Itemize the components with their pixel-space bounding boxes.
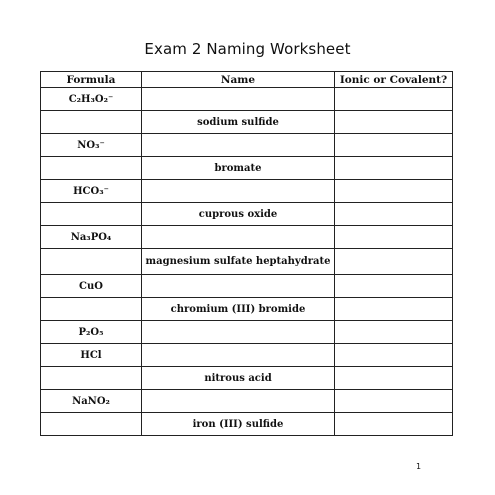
type-cell[interactable] — [335, 88, 453, 111]
name-cell[interactable] — [142, 344, 335, 367]
formula-cell[interactable] — [41, 298, 142, 321]
type-cell[interactable] — [335, 390, 453, 413]
type-cell[interactable] — [335, 344, 453, 367]
formula-cell[interactable]: P₂O₅ — [41, 321, 142, 344]
formula-cell[interactable]: C₂H₃O₂⁻ — [41, 88, 142, 111]
table-row — [41, 249, 453, 275]
formula-cell[interactable] — [41, 367, 142, 390]
name-cell[interactable]: magnesium sulfate heptahydrate — [142, 249, 335, 275]
naming-table — [40, 71, 453, 436]
table-row — [41, 321, 453, 344]
header-ionic-or-covalent: Ionic or Covalent? — [335, 72, 453, 88]
table-row — [41, 367, 453, 390]
table-row — [41, 298, 453, 321]
type-cell[interactable] — [335, 367, 453, 390]
type-cell[interactable] — [335, 180, 453, 203]
type-cell[interactable] — [335, 413, 453, 436]
name-cell[interactable] — [142, 321, 335, 344]
table-row — [41, 413, 453, 436]
formula-cell[interactable]: Na₃PO₄ — [41, 226, 142, 249]
name-cell[interactable] — [142, 134, 335, 157]
type-cell[interactable] — [335, 226, 453, 249]
table-row — [41, 226, 453, 249]
table-row — [41, 203, 453, 226]
formula-cell[interactable] — [41, 413, 142, 436]
name-cell[interactable] — [142, 88, 335, 111]
type-cell[interactable] — [335, 157, 453, 180]
worksheet-title: Exam 2 Naming Worksheet — [144, 40, 351, 58]
name-cell[interactable]: iron (III) sulfide — [142, 413, 335, 436]
formula-cell[interactable] — [41, 157, 142, 180]
type-cell[interactable] — [335, 298, 453, 321]
name-cell[interactable]: cuprous oxide — [142, 203, 335, 226]
name-cell[interactable] — [142, 390, 335, 413]
name-cell[interactable]: chromium (III) bromide — [142, 298, 335, 321]
name-cell[interactable] — [142, 275, 335, 298]
formula-cell[interactable]: HCO₃⁻ — [41, 180, 142, 203]
formula-cell[interactable] — [41, 111, 142, 134]
formula-cell[interactable] — [41, 203, 142, 226]
header-row — [41, 72, 453, 88]
table-row — [41, 180, 453, 203]
type-cell[interactable] — [335, 111, 453, 134]
table-row — [41, 134, 453, 157]
name-cell[interactable]: sodium sulfide — [142, 111, 335, 134]
table-row — [41, 111, 453, 134]
type-cell[interactable] — [335, 249, 453, 275]
formula-cell[interactable]: HCl — [41, 344, 142, 367]
name-cell[interactable] — [142, 226, 335, 249]
table-row — [41, 157, 453, 180]
table-row — [41, 390, 453, 413]
page-number: 1 — [416, 462, 422, 471]
name-cell[interactable] — [142, 180, 335, 203]
table-row — [41, 344, 453, 367]
formula-cell[interactable]: NO₃⁻ — [41, 134, 142, 157]
header-formula: Formula — [41, 72, 142, 88]
type-cell[interactable] — [335, 134, 453, 157]
name-cell[interactable]: nitrous acid — [142, 367, 335, 390]
type-cell[interactable] — [335, 203, 453, 226]
formula-cell[interactable]: CuO — [41, 275, 142, 298]
type-cell[interactable] — [335, 275, 453, 298]
table-row — [41, 88, 453, 111]
formula-cell[interactable]: NaNO₂ — [41, 390, 142, 413]
type-cell[interactable] — [335, 321, 453, 344]
table-row — [41, 275, 453, 298]
name-cell[interactable]: bromate — [142, 157, 335, 180]
header-name: Name — [142, 72, 335, 88]
formula-cell[interactable] — [41, 249, 142, 275]
